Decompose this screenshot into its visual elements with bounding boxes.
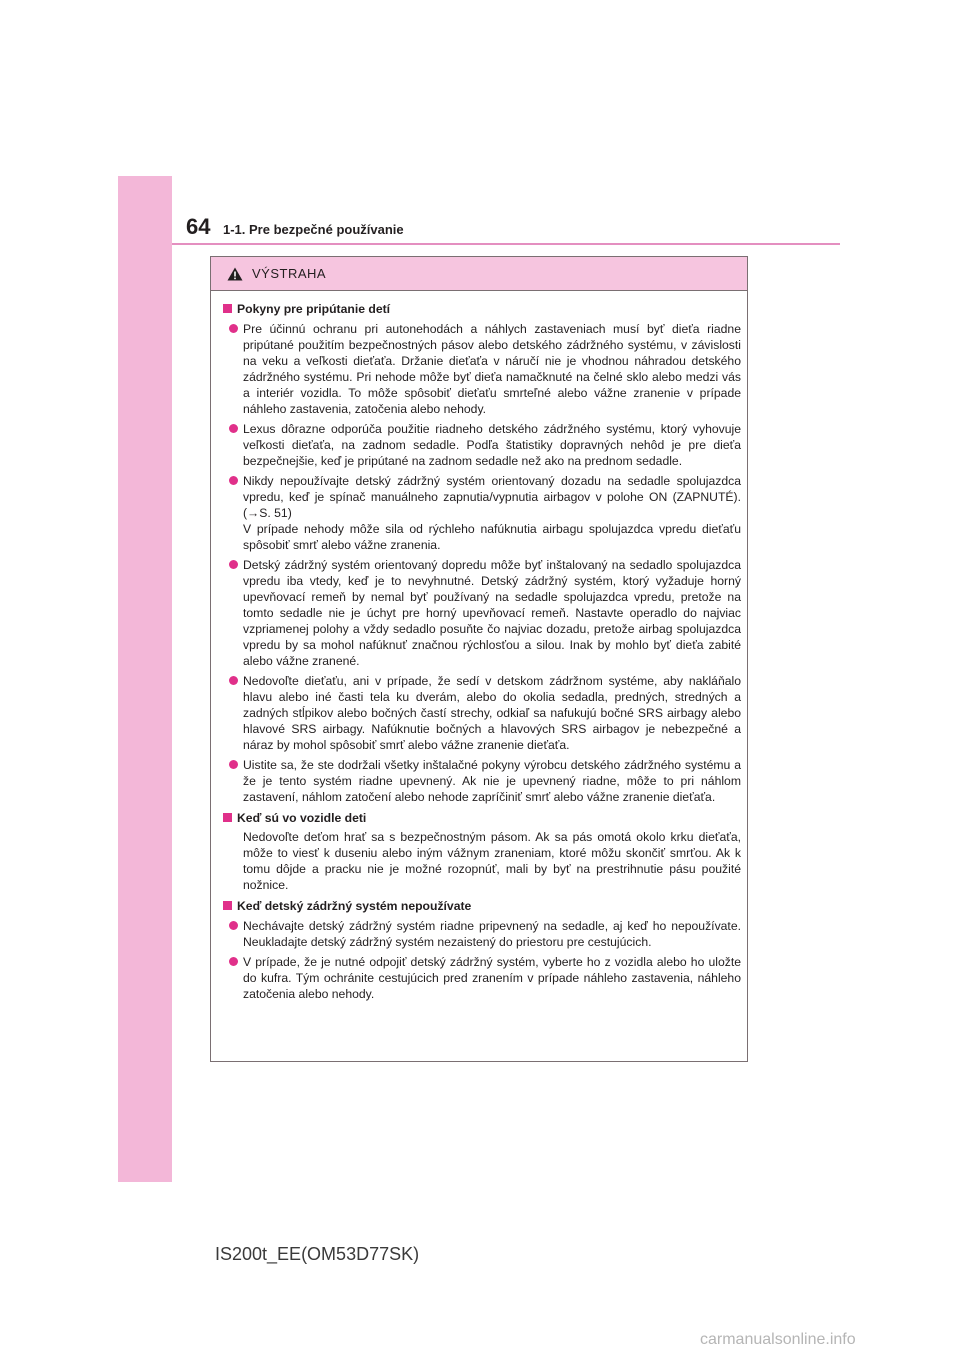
square-bullet-icon — [223, 304, 232, 313]
warning-triangle-icon — [227, 267, 243, 281]
section-heading-text: Keď detský zádržný systém nepoužívate — [237, 899, 472, 913]
list-item-text: Detský zádržný systém orientovaný dopredu môže byť inštalovaný na sedadlo spolujazdca vpredu iba vtedy, keď je to nevyhnutné. Detský zádržný systém, ktorý vyžaduje horný upevňovací remeň by nemal byť používaný na sedadle spolujazdca vpredu, pretože na tomto sedadle nie je úchyt pre horný upevňovací remeň. Nastavte operadlo do najviac vzpriamenej polohy a vždy sedadlo posuňte čo najviac dozadu, pretože airbag spolujazdca vpredu by sa mohol nafúknuť značnou rýchlosťou a silou. Inak by mohlo byť dieťa zabité alebo vážne zranené. — [243, 558, 741, 668]
list-item-text: Nikdy nepoužívajte detský zádržný systém orientovaný dozadu na sedadle spolujazdca vpredu, keď je spínač manuálneho zapnutia/vypnutia airbagov v polohe ON (ZAPNUTÉ). (→S. 51) V prípade nehody môže sila od rýchleho nafúknutia airbagu spolujazdca vpredu dieťaťu spôsobiť smrť alebo vážne zranenia. — [243, 474, 741, 552]
section-heading-children-in-vehicle — [223, 810, 741, 826]
list-item — [223, 673, 741, 753]
section-heading-child-restraint — [223, 301, 741, 317]
list-item — [223, 757, 741, 805]
list-item-text: Uistite sa, že ste dodržali všetky inštalačné pokyny výrobcu detského zádržného systému a že je tento systém riadne upevnený. Ak nie je upevnený riadne, môže to pri náhlom zastavení, náhlom zatočení alebo nehode zapríčiniť smrť alebo vážne zranenie dieťaťa. — [243, 758, 741, 804]
list-item-text: V prípade, že je nutné odpojiť detský zádržný systém, vyberte ho z vozidla alebo ho uložte do kufra. Tým ochránite cestujúcich pred zranením v prípade náhleho zastavenia, náhleho zatočenia alebo nehody. — [243, 955, 741, 1001]
square-bullet-icon — [223, 813, 232, 822]
chapter-title: 1-1. Pre bezpečné používanie — [223, 222, 404, 237]
round-bullet-icon — [229, 957, 238, 966]
square-bullet-icon — [223, 901, 232, 910]
page-number: 64 — [186, 214, 211, 239]
list-item — [223, 321, 741, 417]
section-paragraph: Nedovoľte deťom hrať sa s bezpečnostným pásom. Ak sa pás omotá okolo krku dieťaťa, môže to viesť k duseniu alebo iným vážnym zraneniam, ktoré môžu skončiť smrťou. Ak k tomu dôjde a pracku nie je možné rozopnúť, mali by byť na prestrihnutie pásu použité nožnice. — [243, 830, 741, 892]
round-bullet-icon — [229, 476, 238, 485]
side-tab-band — [118, 176, 172, 1182]
round-bullet-icon — [229, 760, 238, 769]
list-item — [223, 473, 741, 553]
section-heading-text: Keď sú vo vozidle deti — [237, 811, 367, 825]
round-bullet-icon — [229, 676, 238, 685]
list-item-text: Pre účinnú ochranu pri autonehodách a náhlych zastaveniach musí byť dieťa riadne pripútané použitím bezpečnostných pásov alebo detského zádržného systému, v závislosti na veku a veľkosti dieťaťa. Držanie dieťaťa v náručí nie je vhodnou náhradou detského zádržného systému. Pri nehode môže byť dieťa namačknuté na čelné sklo alebo medzi vás a interiér vozidla. To môže spôsobiť dieťaťu smrteľné alebo vážne zranenie v prípade náhleho zastavenia, zatočenia alebo nehody. — [243, 322, 741, 416]
section-heading-unused-restraint — [223, 898, 741, 914]
list-item — [223, 421, 741, 469]
round-bullet-icon — [229, 324, 238, 333]
list-item-text: Nechávajte detský zádržný systém riadne pripevnený na sedadle, aj keď ho nepoužívate. Neukladajte detský zádržný systém nezaistený do priestoru pre cestujúcich. — [243, 919, 741, 949]
warning-header — [211, 257, 747, 291]
round-bullet-icon — [229, 424, 238, 433]
list-item — [223, 918, 741, 950]
warning-title: VÝSTRAHA — [252, 266, 327, 281]
header-divider — [172, 243, 840, 245]
list-item-text: Lexus dôrazne odporúča použitie riadneho detského zádržného systému, ktorý vyhovuje veľkosti dieťaťa, na zadnom sedadle. Podľa štatistiky dopravných nehôd je pre dieťa bezpečnejšie, keď je pripútané na zadnom sedadle než ako na prednom sedadle. — [243, 422, 741, 468]
watermark-text: carmanualsonline.info — [700, 1331, 856, 1348]
list-item-text: Nedovoľte dieťaťu, ani v prípade, že sedí v detskom zádržnom systéme, aby nakláňalo hlavu alebo iné časti tela ku dverám, alebo do okolia sedadla, predných, stredných a zadných stĺpikov alebo bočných častí strechy, odkiaľ sa nafukujú bočné SRS airbagy alebo hlavové SRS airbagy. Nafúknutie bočných a hlavových SRS airbagov je nebezpečné a náraz by mohol spôsobiť smrť alebo vážne zranenie dieťaťa. — [243, 674, 741, 752]
round-bullet-icon — [229, 560, 238, 569]
warning-box — [210, 256, 748, 1062]
list-item — [223, 954, 741, 1002]
round-bullet-icon — [229, 921, 238, 930]
section-heading-text: Pokyny pre pripútanie detí — [237, 302, 391, 316]
list-item — [223, 557, 741, 669]
warning-body — [211, 291, 747, 1002]
manual-code: IS200t_EE(OM53D77SK) — [215, 1244, 420, 1264]
